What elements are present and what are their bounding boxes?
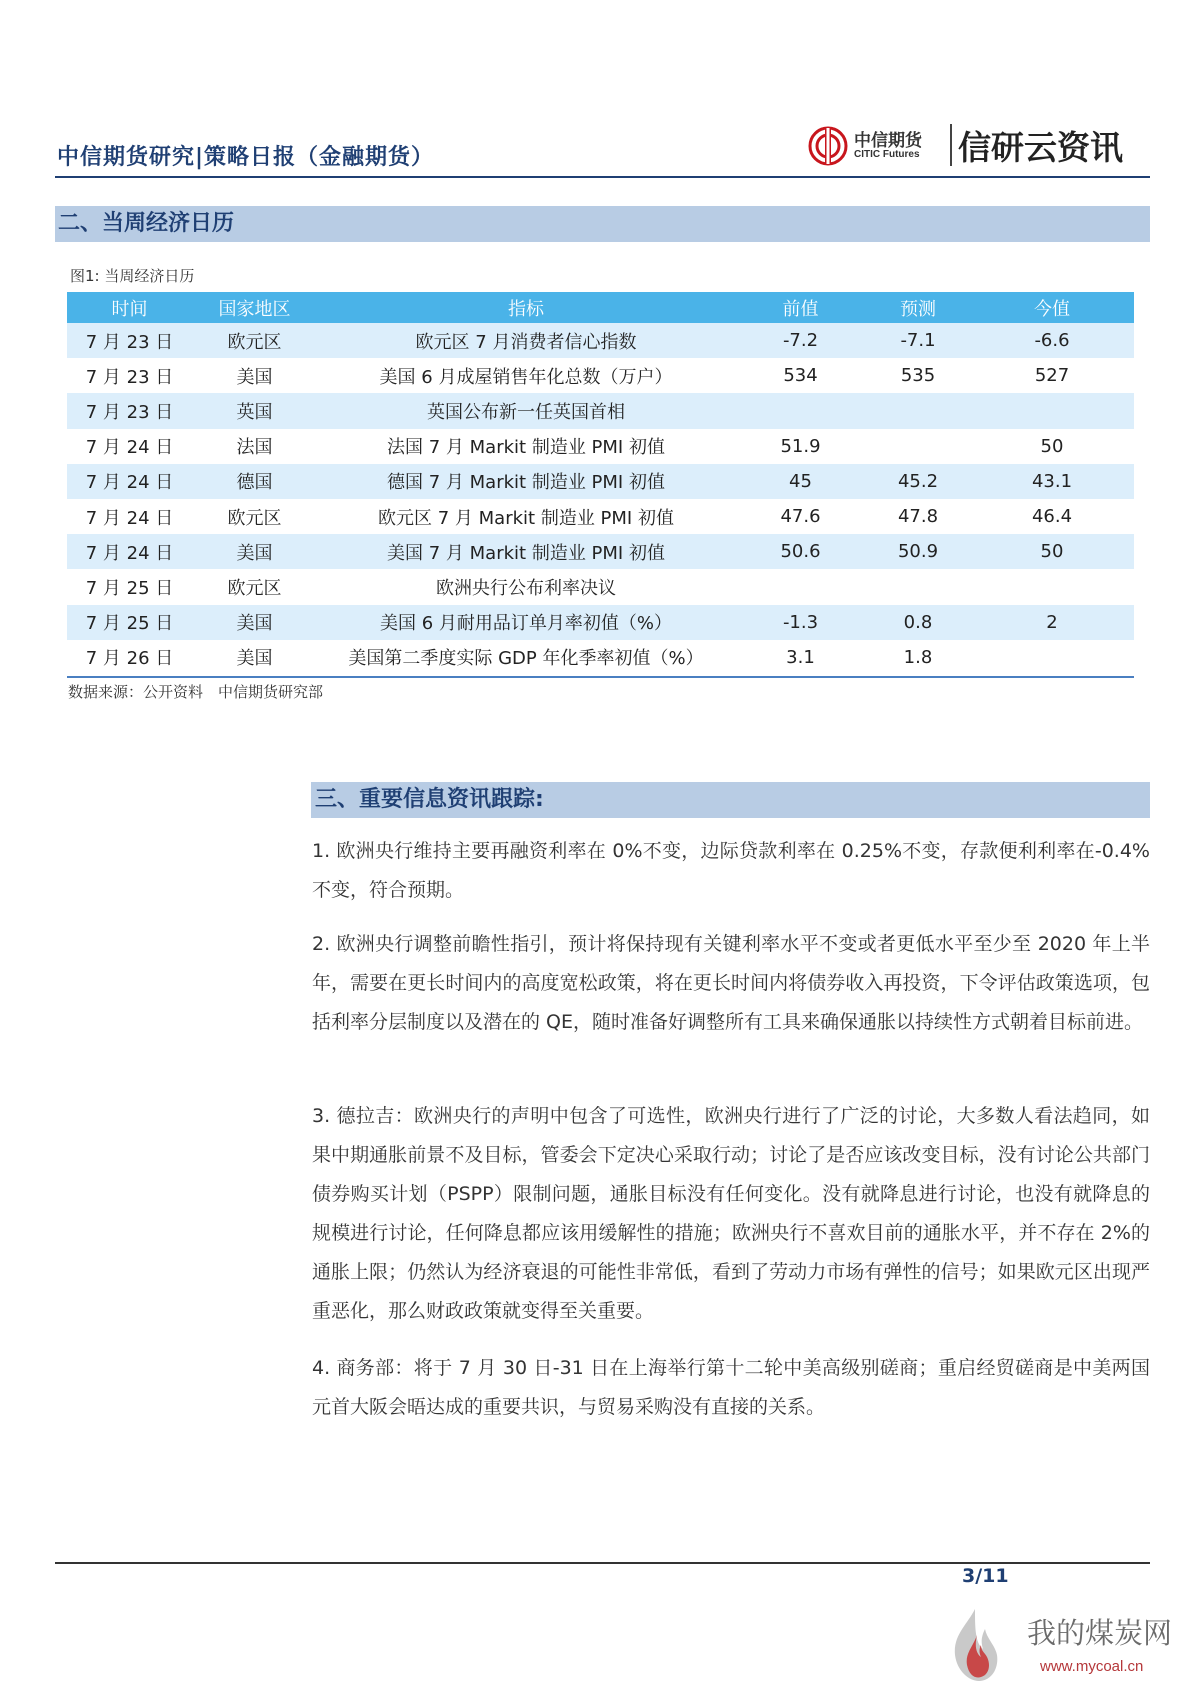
page-number: 3/11 [962,1565,1009,1587]
cell-region: 美国 [192,358,317,393]
cell-actual [970,569,1134,604]
cell-region: 美国 [192,605,317,640]
table-row [67,569,1134,604]
table-row [67,534,1134,569]
cell-actual: 46.4 [970,499,1134,534]
cell-previous: 3.1 [735,640,866,675]
economic-calendar-table [67,292,1134,675]
news-item-1: 1. 欧洲央行维持主要再融资利率在 0%不变，边际贷款利率在 0.25%不变，存款便利利率在-0.4%不变，符合预期。 [312,840,1150,901]
cell-time: 7 月 23 日 [67,358,192,393]
cell-forecast [866,569,970,604]
cell-previous [735,569,866,604]
cell-previous: 47.6 [735,499,866,534]
cell-time: 7 月 26 日 [67,640,192,675]
logo-en-text: CITIC Futures [854,149,920,160]
table-row [67,605,1134,640]
news-item-4: 4. 商务部：将于 7 月 30 日-31 日在上海举行第十二轮中美高级别磋商；重启经贸磋商是中美两国元首大阪会晤达成的重要共识，与贸易采购没有直接的关系。 [312,1357,1150,1418]
cell-time: 7 月 24 日 [67,534,192,569]
cell-indicator: 法国 7 月 Markit 制造业 PMI 初值 [317,429,735,464]
table-row [67,323,1134,358]
cell-previous: -1.3 [735,605,866,640]
cell-time: 7 月 25 日 [67,569,192,604]
cell-forecast: 535 [866,358,970,393]
table-row [67,393,1134,428]
cell-indicator: 欧元区 7 月消费者信心指数 [317,323,735,358]
col-header-previous: 前值 [735,292,866,323]
cell-previous: 50.6 [735,534,866,569]
cell-indicator: 欧元区 7 月 Markit 制造业 PMI 初值 [317,499,735,534]
cell-forecast: 0.8 [866,605,970,640]
cell-previous: 45 [735,464,866,499]
cell-actual: -6.6 [970,323,1134,358]
table-header-row [67,292,1134,323]
col-header-forecast: 预测 [866,292,970,323]
table-row [67,358,1134,393]
citic-emblem-icon [808,126,848,166]
logo-separator [950,124,952,166]
section-2-heading: 二、当周经济日历 [55,206,1150,242]
cell-actual [970,393,1134,428]
table-bottom-rule [67,676,1134,678]
flame-logo-icon [945,1605,1005,1685]
cell-indicator: 美国 6 月成屋销售年化总数（万户） [317,358,735,393]
cell-actual: 2 [970,605,1134,640]
watermark-url: www.mycoal.cn [1040,1658,1144,1675]
cell-time: 7 月 24 日 [67,464,192,499]
cell-previous: -7.2 [735,323,866,358]
col-header-indicator: 指标 [317,292,735,323]
data-source-note: 数据来源：公开资料 中信期货研究部 [68,683,324,701]
watermark-text: 我的煤炭网 [1027,1616,1173,1650]
cell-time: 7 月 25 日 [67,605,192,640]
cell-time: 7 月 24 日 [67,499,192,534]
table-row [67,499,1134,534]
site-watermark [945,1605,1185,1690]
header-divider [55,176,1150,178]
cell-indicator: 美国 7 月 Markit 制造业 PMI 初值 [317,534,735,569]
cell-previous [735,393,866,428]
cell-actual: 527 [970,358,1134,393]
cell-region: 英国 [192,393,317,428]
logo-cn-text: 中信期货 [854,131,922,151]
section-3-heading: 三、重要信息资讯跟踪: [311,782,1150,818]
news-item-3: 3. 德拉吉：欧洲央行的声明中包含了可选性，欧洲央行进行了广泛的讨论，大多数人看法趋同，如果中期通胀前景不及目标，管委会下定决心采取行动；讨论了是否应该改变目标，没有讨论公共部门债券购买计划（PSPP）限制问题，通胀目标没有任何变化。没有就降息进行讨论，也没有就降息的规模进行讨论，任何降息都应该用缓解性的措施；欧洲央行不喜欢目前的通胀水平，并不存在 2%的通胀上限；仍然认为经济衰退的可能性非常低，看到了劳动力市场有弹性的信号；如果欧元区出现严重恶化，那么财政政策就变得至关重要。 [312,1105,1150,1322]
cell-actual: 50 [970,429,1134,464]
cell-previous: 51.9 [735,429,866,464]
brand-text: 信研云资讯 [958,128,1123,167]
cell-time: 7 月 23 日 [67,323,192,358]
cell-region: 德国 [192,464,317,499]
cell-indicator: 欧洲央行公布利率决议 [317,569,735,604]
footer-divider [55,1562,1150,1564]
cell-actual: 50 [970,534,1134,569]
table-row [67,429,1134,464]
report-title: 中信期货研究|策略日报（金融期货） [57,145,435,170]
cell-region: 法国 [192,429,317,464]
cell-indicator: 美国第二季度实际 GDP 年化季率初值（%） [317,640,735,675]
cell-forecast: 50.9 [866,534,970,569]
cell-region: 欧元区 [192,499,317,534]
table-row [67,464,1134,499]
cell-region: 美国 [192,534,317,569]
cell-actual [970,640,1134,675]
cell-region: 欧元区 [192,569,317,604]
cell-time: 7 月 24 日 [67,429,192,464]
cell-forecast [866,429,970,464]
cell-indicator: 英国公布新一任英国首相 [317,393,735,428]
cell-indicator: 美国 6 月耐用品订单月率初值（%） [317,605,735,640]
col-header-region: 国家地区 [192,292,317,323]
cell-region: 美国 [192,640,317,675]
cell-actual: 43.1 [970,464,1134,499]
cell-forecast [866,393,970,428]
cell-forecast: -7.1 [866,323,970,358]
cell-time: 7 月 23 日 [67,393,192,428]
cell-forecast: 47.8 [866,499,970,534]
cell-indicator: 德国 7 月 Markit 制造业 PMI 初值 [317,464,735,499]
cell-previous: 534 [735,358,866,393]
news-item-2: 2. 欧洲央行调整前瞻性指引，预计将保持现有关键利率水平不变或者更低水平至少至 2020 年上半年，需要在更长时间内的高度宽松政策，将在更长时间内将债券收入再投资，下令评估政策选项，包括利率分层制度以及潜在的 QE，随时准备好调整所有工具来确保通胀以持续性方式朝着目标前进。 [312,933,1150,1033]
citic-logo [808,122,1148,170]
col-header-time: 时间 [67,292,192,323]
table-row [67,640,1134,675]
cell-forecast: 45.2 [866,464,970,499]
figure-caption: 图1: 当周经济日历 [70,267,195,285]
cell-forecast: 1.8 [866,640,970,675]
col-header-actual: 今值 [970,292,1134,323]
cell-region: 欧元区 [192,323,317,358]
